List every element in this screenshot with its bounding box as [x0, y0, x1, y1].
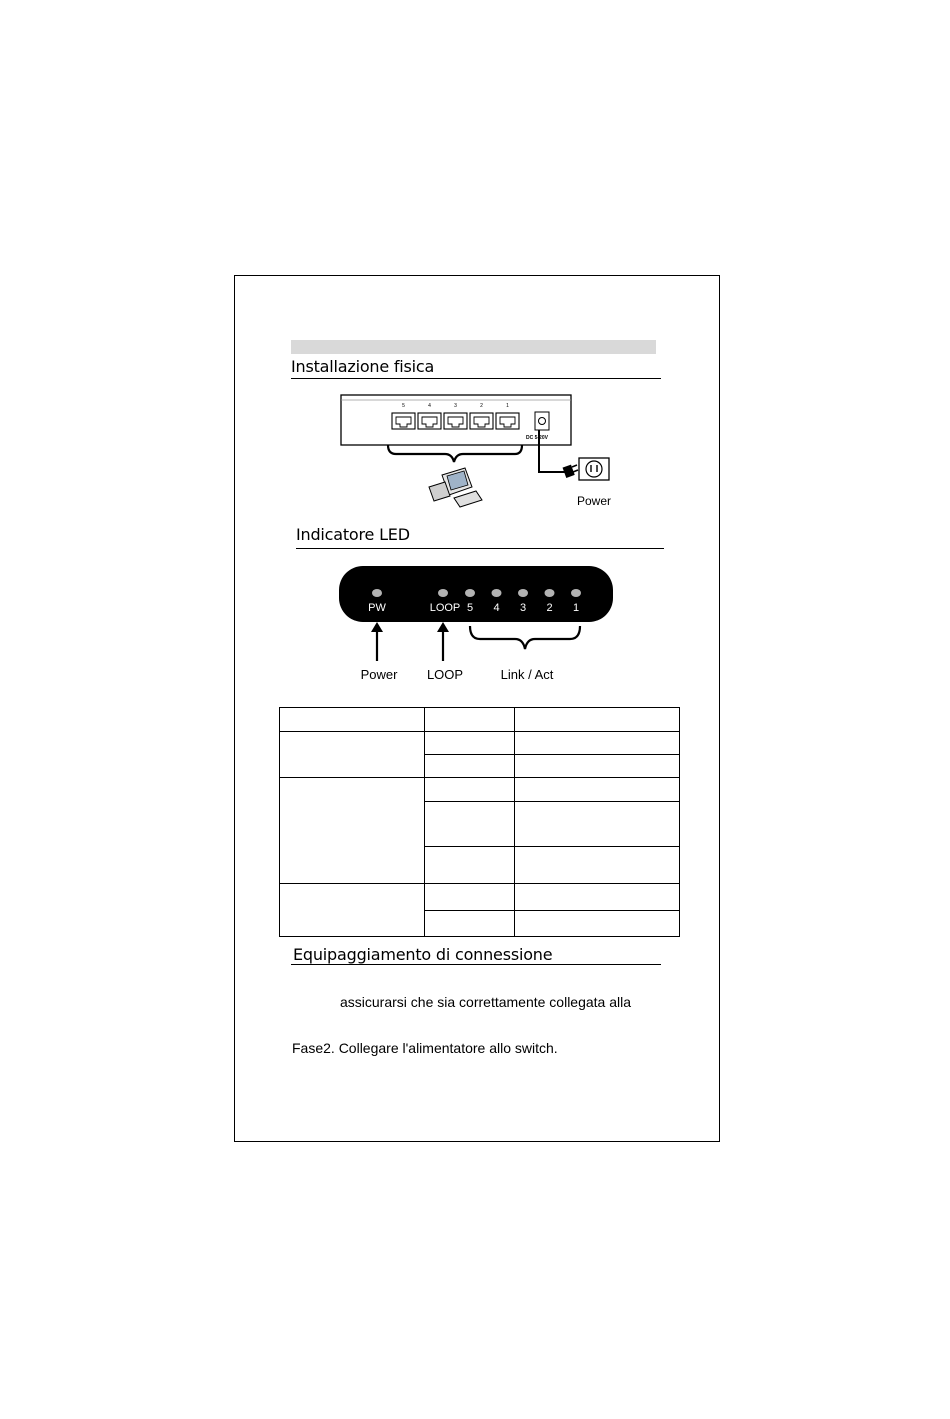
- led-heading-rule: [296, 548, 664, 549]
- table-cell: [280, 708, 425, 732]
- led-panel-diagram: [330, 560, 630, 690]
- table-cell: [280, 778, 425, 884]
- table-cell: [515, 732, 680, 755]
- loop-arrow-label: LOOP: [426, 667, 464, 682]
- table-row: [280, 884, 680, 911]
- port-led: [571, 589, 581, 597]
- loop-label: LOOP: [429, 602, 461, 614]
- ethernet-port: [418, 413, 441, 429]
- power-arrow-label: Power: [360, 667, 398, 682]
- port-number: 1: [506, 403, 509, 409]
- port-led-label: 4: [493, 602, 500, 614]
- ethernet-port: [392, 413, 415, 429]
- table-cell: [425, 732, 515, 755]
- install-heading-rule: [291, 378, 661, 379]
- computer-icon: [429, 468, 482, 507]
- port-number: 4: [428, 403, 431, 409]
- table-row: [280, 732, 680, 755]
- power-arrow: [371, 622, 383, 632]
- table-row: [280, 708, 680, 732]
- table-cell: [515, 884, 680, 911]
- table-cell: [515, 911, 680, 937]
- header-band: [291, 340, 656, 354]
- table-cell: [425, 778, 515, 802]
- installation-diagram: [330, 388, 630, 518]
- table-cell: [515, 708, 680, 732]
- pw-led: [372, 589, 382, 597]
- table-cell: [425, 847, 515, 884]
- pw-label: PW: [368, 602, 386, 614]
- dc-label: DC 5-20V: [526, 435, 548, 441]
- table-cell: [425, 884, 515, 911]
- power-outlet-icon: [579, 458, 609, 480]
- plug-icon: [563, 465, 578, 478]
- table-cell: [515, 802, 680, 847]
- table-cell: [515, 778, 680, 802]
- port-led-label: 1: [572, 602, 580, 614]
- install-heading: Installazione fisica: [291, 357, 435, 376]
- equipment-heading: Equipaggiamento di connessione: [293, 945, 553, 964]
- port-number: 3: [454, 403, 457, 409]
- led-heading: Indicatore LED: [296, 525, 410, 544]
- port-led-label: 3: [519, 602, 527, 614]
- port-led: [545, 589, 555, 597]
- switch-icon: [341, 395, 571, 445]
- ethernet-port: [470, 413, 493, 429]
- body-line-1: assicurarsi che sia correttamente collegata alla: [340, 994, 632, 1010]
- port-led: [465, 589, 475, 597]
- loop-led: [438, 589, 448, 597]
- table-cell: [425, 802, 515, 847]
- body-line-2: Fase2. Collegare l'alimentatore allo switch.: [292, 1040, 558, 1056]
- table-cell: [425, 911, 515, 937]
- link-brace: [470, 626, 580, 649]
- loop-arrow: [437, 622, 449, 632]
- table-cell: [515, 847, 680, 884]
- install-power-label: Power: [577, 494, 612, 508]
- ethernet-port: [496, 413, 519, 429]
- port-led-label: 2: [546, 602, 553, 614]
- table-cell: [280, 884, 425, 937]
- table-cell: [280, 732, 425, 778]
- table-row: [280, 778, 680, 802]
- table-cell: [515, 755, 680, 778]
- table-cell: [425, 708, 515, 732]
- led-status-table: [279, 707, 680, 937]
- equipment-heading-rule: [291, 964, 661, 965]
- port-number: 2: [480, 403, 483, 409]
- link-act-label: Link / Act: [500, 667, 554, 682]
- port-led-label: 5: [466, 602, 474, 614]
- port-led: [492, 589, 502, 597]
- table-cell: [425, 755, 515, 778]
- port-led: [518, 589, 528, 597]
- port-number: 5: [402, 403, 405, 409]
- ethernet-port: [444, 413, 467, 429]
